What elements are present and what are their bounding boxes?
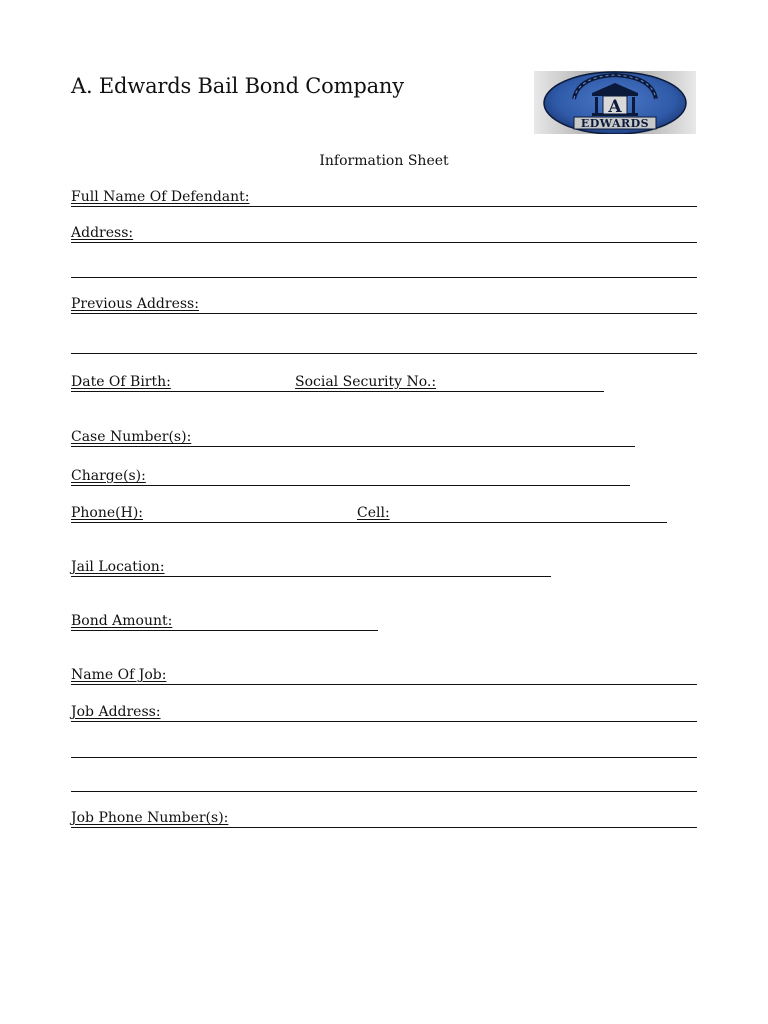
ssn-label: Social Security No.: — [295, 374, 437, 390]
logo-letter: A — [608, 97, 622, 117]
job-address-line-3[interactable] — [71, 791, 697, 792]
charges-field[interactable] — [71, 462, 630, 486]
bond-amount-field[interactable] — [71, 607, 378, 631]
jail-location-label: Jail Location: — [71, 559, 165, 575]
job-address-label: Job Address: — [71, 704, 161, 720]
address-label: Address: — [71, 225, 134, 241]
previous-address-line-2[interactable] — [71, 353, 697, 354]
case-numbers-label: Case Number(s): — [71, 429, 192, 445]
previous-address-field[interactable] — [71, 290, 697, 314]
address-line-2[interactable] — [71, 277, 697, 278]
charges-label: Charge(s): — [71, 468, 146, 484]
logo-text: EDWARDS — [580, 117, 650, 130]
jail-location-field[interactable] — [71, 553, 551, 577]
previous-address-label: Previous Address: — [71, 296, 199, 312]
sheet-title: Information Sheet — [319, 153, 449, 169]
job-address-field[interactable] — [71, 698, 697, 722]
cell-field[interactable] — [357, 499, 667, 523]
job-phone-label: Job Phone Number(s): — [71, 810, 229, 826]
job-address-line-2[interactable] — [71, 757, 697, 758]
job-name-label: Name Of Job: — [71, 667, 167, 683]
phone-home-label: Phone(H): — [71, 505, 144, 521]
date-of-birth-label: Date Of Birth: — [71, 374, 171, 390]
company-name: A. Edwards Bail Bond Company — [71, 74, 404, 98]
cell-label: Cell: — [357, 505, 390, 521]
phone-home-field[interactable] — [71, 499, 357, 523]
company-logo — [534, 71, 696, 134]
case-numbers-field[interactable] — [71, 423, 635, 447]
ssn-field[interactable] — [295, 368, 604, 392]
defendant-name-label: Full Name Of Defendant: — [71, 189, 250, 205]
defendant-name-field[interactable] — [71, 183, 697, 207]
date-of-birth-field[interactable] — [71, 368, 295, 392]
bond-amount-label: Bond Amount: — [71, 613, 173, 629]
job-phone-field[interactable] — [71, 804, 697, 828]
job-name-field[interactable] — [71, 661, 697, 685]
address-field[interactable] — [71, 219, 697, 243]
